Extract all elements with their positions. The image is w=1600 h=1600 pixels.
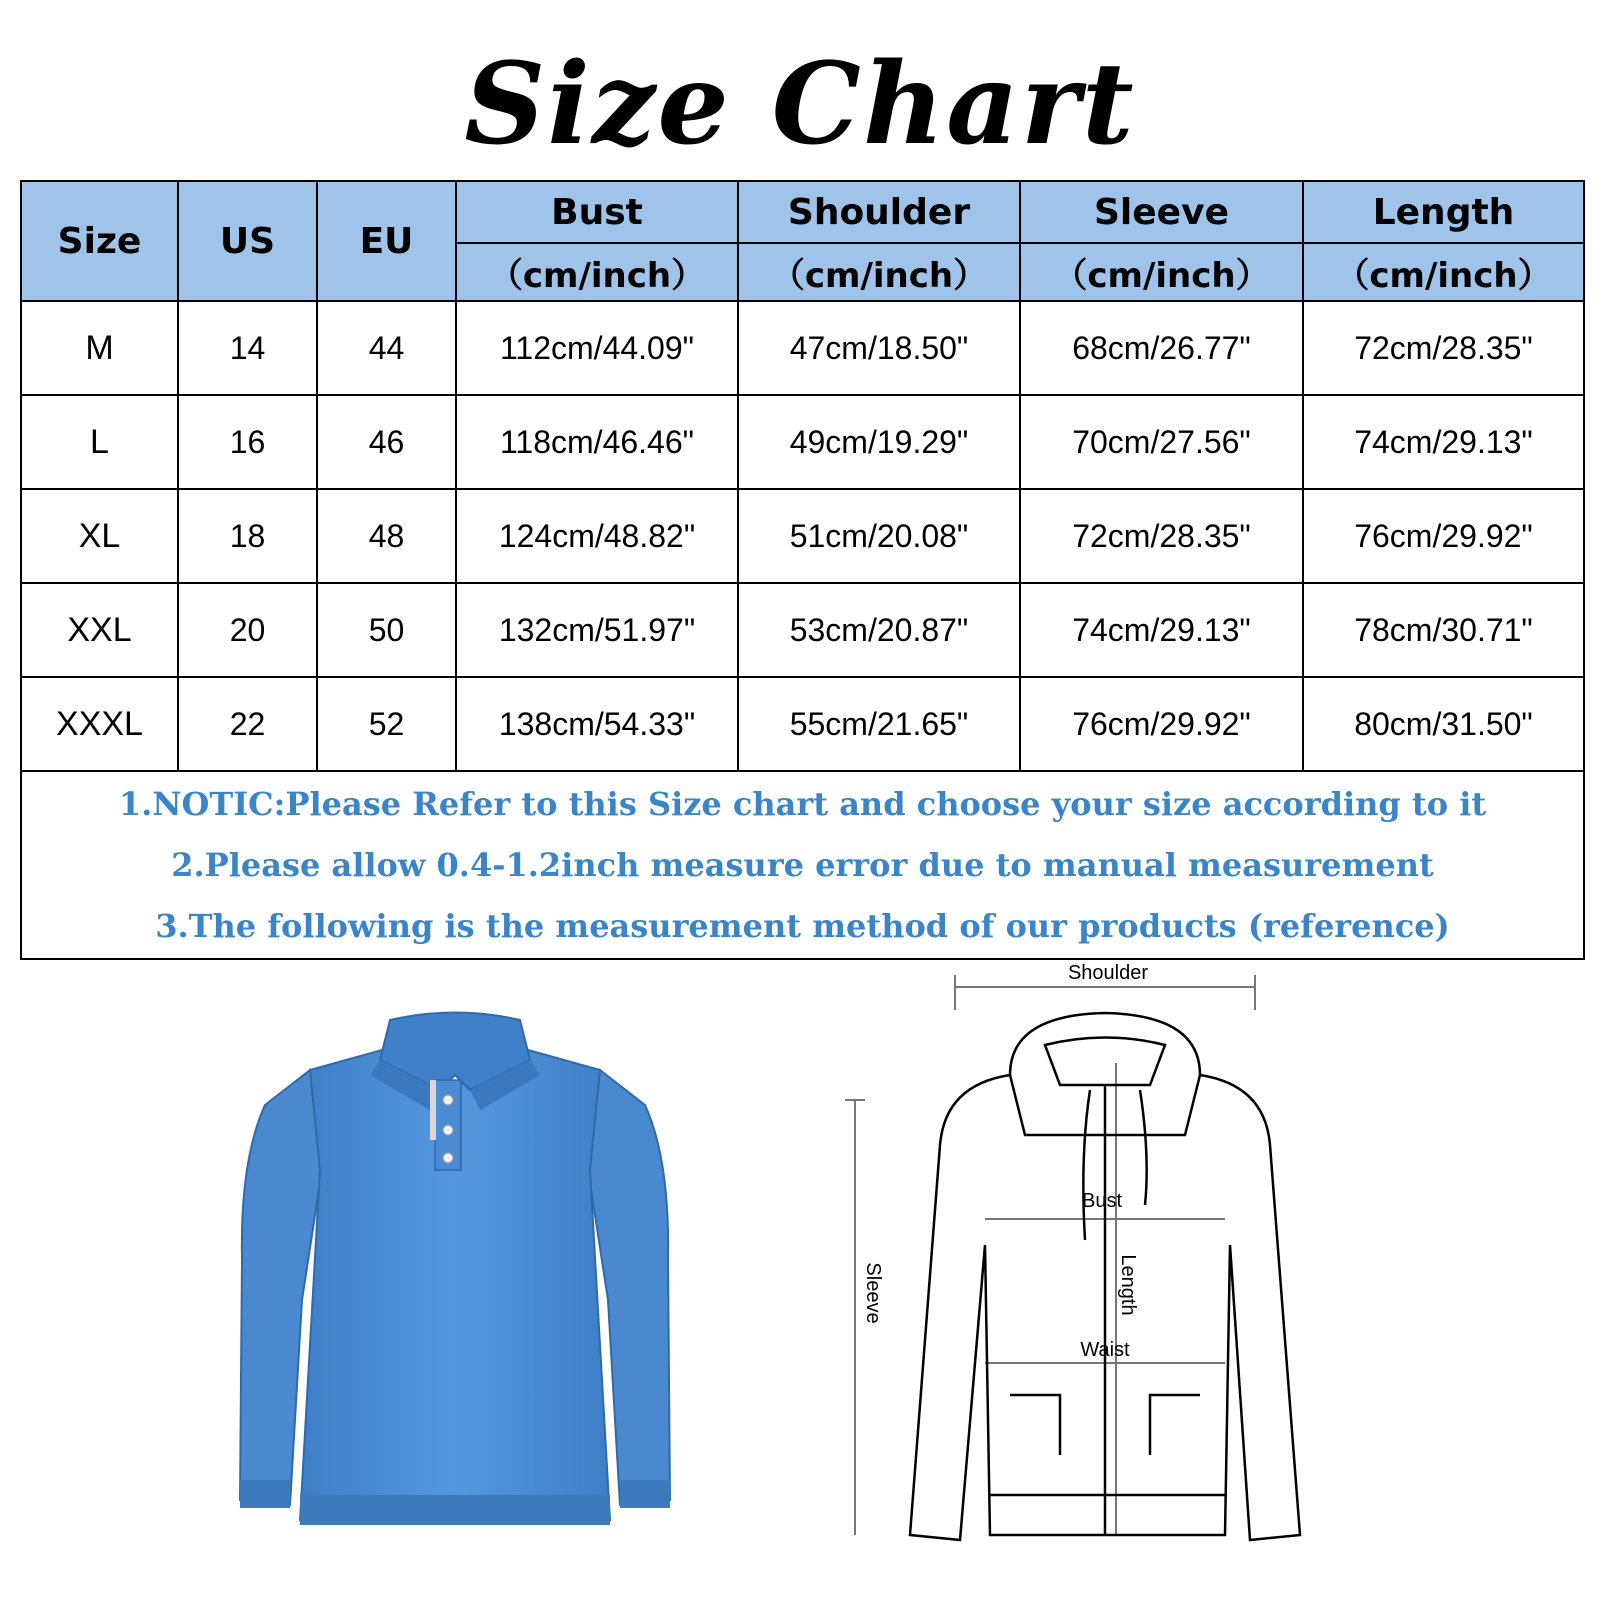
cell-eu: 50 bbox=[317, 583, 456, 677]
note-1: 1.NOTIC:Please Refer to this Size chart and choose your size according to it bbox=[118, 784, 1487, 823]
note-3: 3.The following is the measurement method of our products (reference) bbox=[155, 906, 1450, 945]
cell-size: XXXL bbox=[21, 677, 178, 771]
header-bust: Bust bbox=[456, 181, 738, 243]
cell-length: 76cm/29.92" bbox=[1303, 489, 1584, 583]
label-length: Length bbox=[1117, 1254, 1139, 1316]
cell-bust: 132cm/51.97" bbox=[456, 583, 738, 677]
size-table bbox=[20, 180, 1585, 960]
header-us: US bbox=[178, 181, 317, 301]
cell-us: 22 bbox=[178, 677, 317, 771]
cell-sleeve: 76cm/29.92" bbox=[1020, 677, 1303, 771]
cell-us: 20 bbox=[178, 583, 317, 677]
cell-eu: 48 bbox=[317, 489, 456, 583]
header-unit: （cm/inch） bbox=[1020, 243, 1303, 301]
header-length: Length bbox=[1303, 181, 1584, 243]
cell-sleeve: 68cm/26.77" bbox=[1020, 301, 1303, 395]
table-row bbox=[21, 489, 1584, 583]
cell-size: M bbox=[21, 301, 178, 395]
cell-eu: 52 bbox=[317, 677, 456, 771]
label-sleeve: Sleeve bbox=[862, 1262, 884, 1324]
cell-bust: 138cm/54.33" bbox=[456, 677, 738, 771]
measurement-diagram bbox=[850, 962, 1330, 1580]
table-row bbox=[21, 301, 1584, 395]
cell-us: 16 bbox=[178, 395, 317, 489]
cell-length: 72cm/28.35" bbox=[1303, 301, 1584, 395]
table-row bbox=[21, 583, 1584, 677]
cell-us: 14 bbox=[178, 301, 317, 395]
cell-sleeve: 74cm/29.13" bbox=[1020, 583, 1303, 677]
cell-size: XXL bbox=[21, 583, 178, 677]
cell-eu: 46 bbox=[317, 395, 456, 489]
note-2: 2.Please allow 0.4-1.2inch measure error due to manual measurement bbox=[171, 845, 1434, 884]
header-size: Size bbox=[21, 181, 178, 301]
header-eu: EU bbox=[317, 181, 456, 301]
cell-bust: 124cm/48.82" bbox=[456, 489, 738, 583]
page-title: Size Chart bbox=[464, 39, 1136, 170]
label-bust: Bust bbox=[1081, 1190, 1123, 1212]
cell-sleeve: 70cm/27.56" bbox=[1020, 395, 1303, 489]
table-row bbox=[21, 677, 1584, 771]
label-waist: Waist bbox=[1080, 1339, 1130, 1361]
cell-length: 78cm/30.71" bbox=[1303, 583, 1584, 677]
table-row bbox=[21, 395, 1584, 489]
cell-shoulder: 55cm/21.65" bbox=[738, 677, 1020, 771]
cell-sleeve: 72cm/28.35" bbox=[1020, 489, 1303, 583]
cell-size: L bbox=[21, 395, 178, 489]
cell-size: XL bbox=[21, 489, 178, 583]
cell-shoulder: 51cm/20.08" bbox=[738, 489, 1020, 583]
cell-us: 18 bbox=[178, 489, 317, 583]
notes-row bbox=[21, 771, 1584, 959]
cell-bust: 118cm/46.46" bbox=[456, 395, 738, 489]
header-shoulder: Shoulder bbox=[738, 181, 1020, 243]
cell-eu: 44 bbox=[317, 301, 456, 395]
cell-bust: 112cm/44.09" bbox=[456, 301, 738, 395]
header-unit: （cm/inch） bbox=[456, 243, 738, 301]
cell-shoulder: 53cm/20.87" bbox=[738, 583, 1020, 677]
cell-length: 74cm/29.13" bbox=[1303, 395, 1584, 489]
shirt-image bbox=[230, 1000, 680, 1540]
header-unit: （cm/inch） bbox=[738, 243, 1020, 301]
cell-shoulder: 49cm/19.29" bbox=[738, 395, 1020, 489]
header-unit: （cm/inch） bbox=[1303, 243, 1584, 301]
cell-shoulder: 47cm/18.50" bbox=[738, 301, 1020, 395]
cell-length: 80cm/31.50" bbox=[1303, 677, 1584, 771]
header-sleeve: Sleeve bbox=[1020, 181, 1303, 243]
label-shoulder: Shoulder bbox=[1067, 962, 1149, 984]
notes-cell bbox=[21, 771, 1584, 959]
